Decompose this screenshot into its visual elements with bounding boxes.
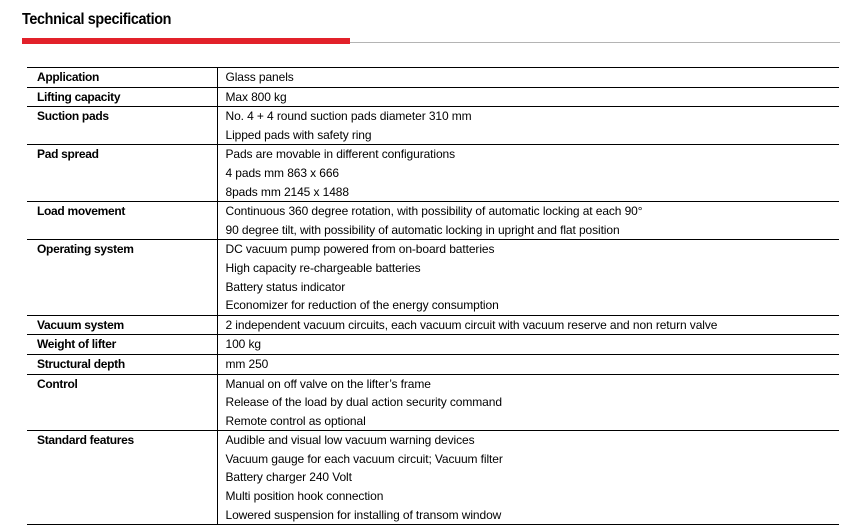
spec-value-line: Battery status indicator: [225, 279, 346, 294]
page-title: Technical specification: [22, 11, 172, 28]
spec-label: Operating system: [37, 242, 134, 257]
spec-row: [27, 107, 839, 145]
spec-row: [27, 354, 839, 374]
spec-value: [217, 202, 839, 240]
spec-label: Vacuum system: [37, 317, 124, 332]
spec-value-line: Audible and visual low vacuum warning devices: [225, 433, 475, 448]
spec-value-line: 100 kg: [225, 337, 261, 352]
spec-label: Lifting capacity: [37, 89, 121, 104]
spec-row: [27, 68, 839, 88]
spec-label: Suction pads: [37, 109, 109, 124]
spec-row: [27, 374, 839, 431]
spec-value: [217, 354, 839, 374]
spec-label: Pad spread: [37, 147, 99, 162]
spec-row: [27, 87, 839, 107]
spec-value-line: Economizer for reduction of the energy consumption: [225, 298, 499, 313]
spec-row: [27, 145, 839, 202]
spec-value-line: 8pads mm 2145 x 1488: [225, 184, 349, 199]
spec-value-line: Lipped pads with safety ring: [225, 127, 372, 142]
spec-value-line: Glass panels: [225, 70, 294, 84]
spec-row: [27, 431, 839, 525]
spec-row: [27, 202, 839, 240]
spec-value: [217, 68, 839, 88]
spec-value: [217, 87, 839, 107]
spec-value-line: DC vacuum pump powered from on-board batteries: [225, 242, 495, 257]
spec-row: [27, 315, 839, 335]
spec-value-line: Manual on off valve on the lifter’s frame: [225, 376, 431, 391]
spec-value: [217, 315, 839, 335]
spec-value-line: Max 800 kg: [225, 89, 287, 104]
spec-value: [217, 335, 839, 355]
accent-bar: [22, 38, 350, 44]
spec-table-body: [27, 68, 839, 525]
spec-value-line: Vacuum gauge for each vacuum circuit; Vacuum filter: [225, 451, 503, 466]
spec-row: [27, 335, 839, 355]
spec-label: Weight of lifter: [37, 337, 116, 352]
spec-value-line: Pads are movable in different configurations: [225, 147, 456, 162]
spec-label: Structural depth: [37, 356, 125, 371]
spec-label: Application: [37, 70, 100, 84]
spec-value-line: 90 degree tilt, with possibility of automatic locking in upright and flat position: [225, 222, 620, 237]
spec-label: Load movement: [37, 204, 126, 219]
spec-value-line: mm 250: [225, 356, 269, 371]
spec-value-line: Lowered suspension for installing of transom window: [225, 507, 502, 522]
spec-value: [217, 145, 839, 202]
spec-value-line: 4 pads mm 863 x 666: [225, 165, 340, 180]
spec-value-line: High capacity re-chargeable batteries: [225, 260, 421, 275]
spec-value-line: Release of the load by dual action security command: [225, 395, 502, 410]
spec-value: [217, 431, 839, 525]
spec-value-line: Remote control as optional: [225, 413, 366, 428]
spec-label: Control: [37, 376, 78, 391]
spec-label: Standard features: [37, 433, 134, 448]
spec-value-line: No. 4 + 4 round suction pads diameter 310 mm: [225, 109, 472, 124]
spec-value: [217, 107, 839, 145]
spec-value-line: 2 independent vacuum circuits, each vacuum circuit with vacuum reserve and non return valve: [225, 317, 718, 332]
spec-table: [27, 67, 839, 525]
spec-row: [27, 240, 839, 315]
spec-value: [217, 240, 839, 315]
spec-value-line: Continuous 360 degree rotation, with possibility of automatic locking at each 90°: [225, 204, 643, 219]
spec-value-line: Battery charger 240 Volt: [225, 470, 352, 485]
spec-value: [217, 374, 839, 431]
spec-value-line: Multi position hook connection: [225, 489, 384, 504]
